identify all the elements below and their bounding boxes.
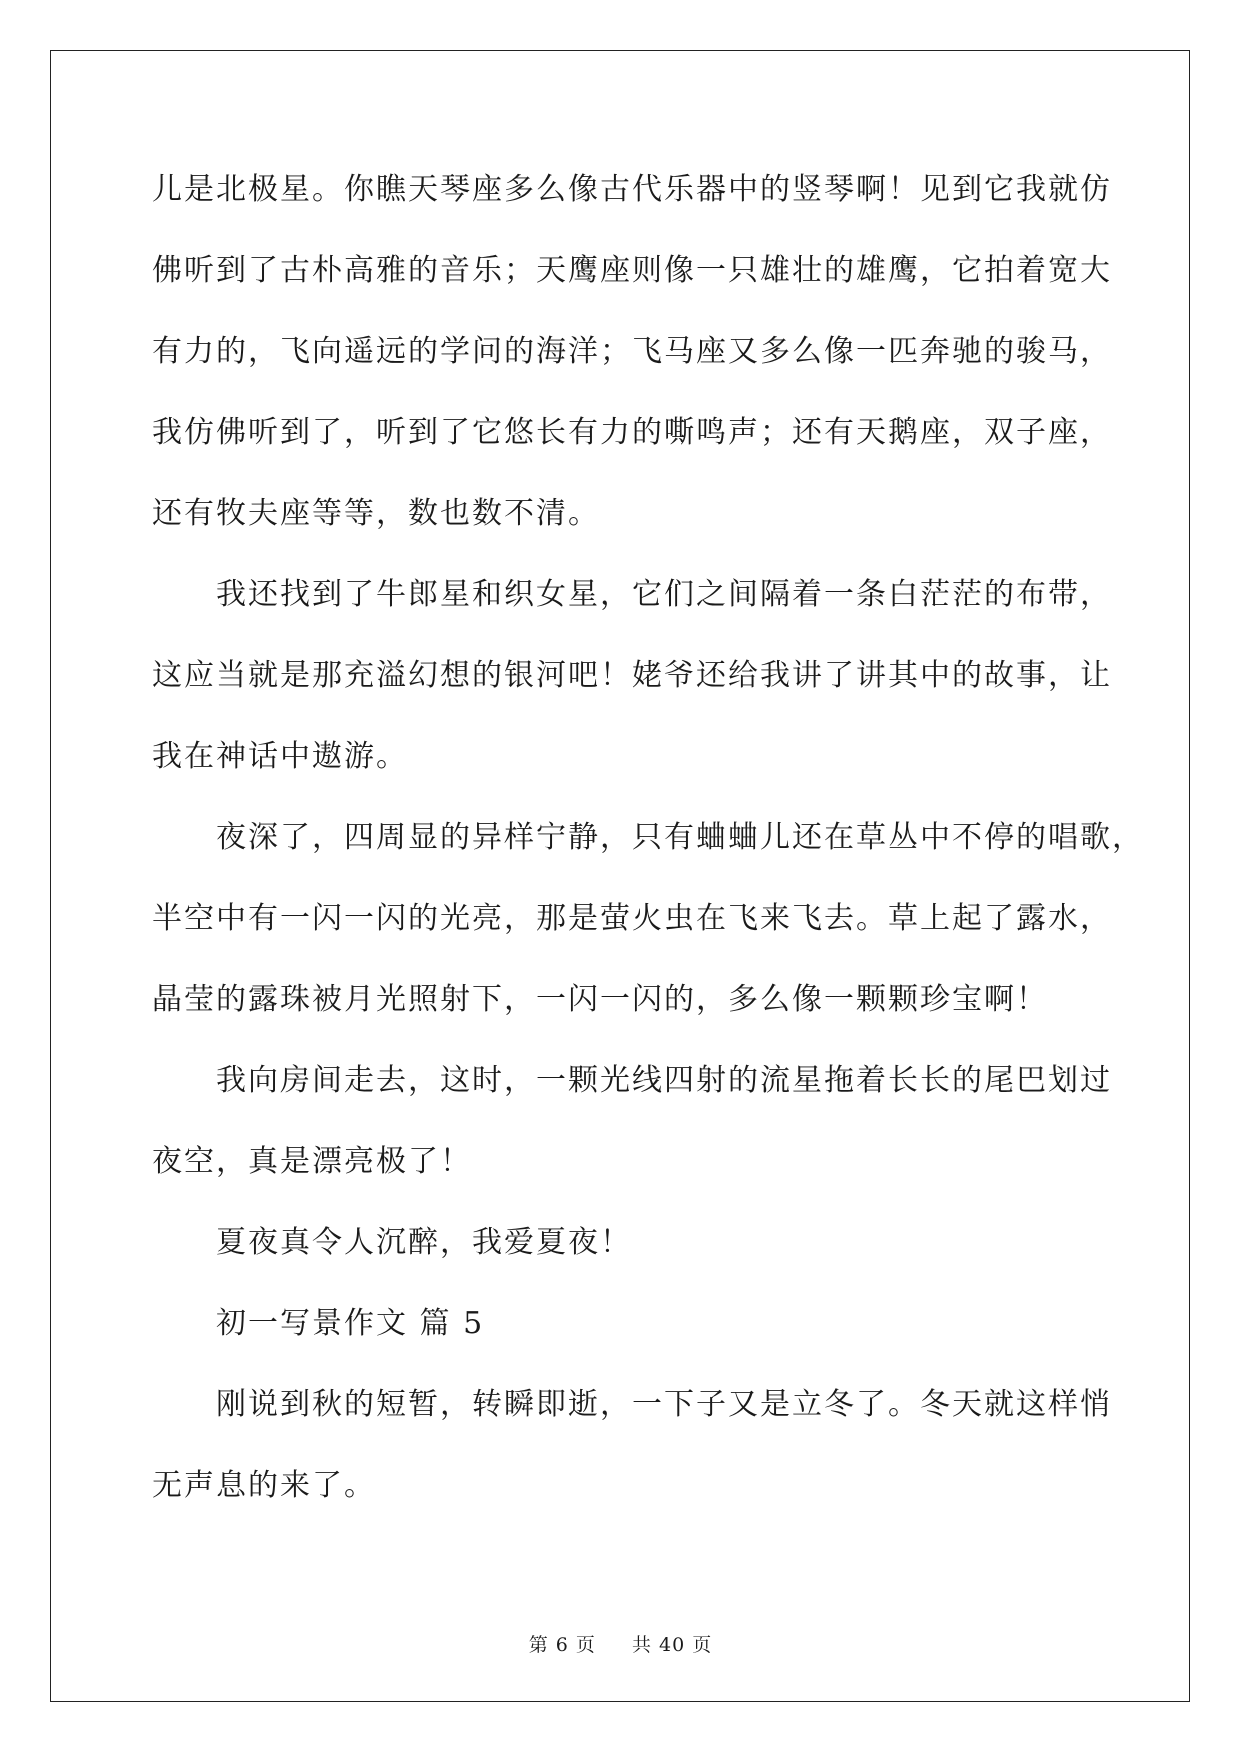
text-line: 夜空，真是漂亮极了！ xyxy=(152,1144,472,1179)
paragraph-start-line: 夏夜真令人沉醉，我爱夏夜！ xyxy=(216,1225,632,1260)
text-line: 我仿佛听到了，听到了它悠长有力的嘶鸣声；还有天鹅座，双子座， xyxy=(152,415,1112,450)
document-body xyxy=(152,160,1144,1537)
text-line: 佛听到了古朴高雅的音乐；天鹰座则像一只雄壮的雄鹰，它拍着宽大 xyxy=(152,253,1112,288)
paragraph-start-line: 刚说到秋的短暂，转瞬即逝，一下子又是立冬了。冬天就这样悄 xyxy=(216,1387,1112,1422)
paragraph-start-line: 夜深了，四周显的异样宁静，只有蛐蛐儿还在草丛中不停的唱歌， xyxy=(216,820,1144,855)
text-line: 无声息的来了。 xyxy=(152,1468,376,1503)
text-line: 这应当就是那充溢幻想的银河吧！姥爷还给我讲了讲其中的故事，让 xyxy=(152,658,1112,693)
page-total: 共 40 页 xyxy=(632,1634,713,1656)
page-number: 第 6 页 xyxy=(528,1634,596,1656)
text-line: 半空中有一闪一闪的光亮，那是萤火虫在飞来飞去。草上起了露水， xyxy=(152,901,1112,936)
section-heading: 初一写景作文 篇 5 xyxy=(216,1306,485,1341)
paragraph-start-line: 我向房间走去，这时，一颗光线四射的流星拖着长长的尾巴划过 xyxy=(216,1063,1112,1098)
text-line: 还有牧夫座等等，数也数不清。 xyxy=(152,496,600,531)
text-line: 有力的，飞向遥远的学问的海洋；飞马座又多么像一匹奔驰的骏马， xyxy=(152,334,1112,369)
paragraph-start-line: 我还找到了牛郎星和织女星，它们之间隔着一条白茫茫的布带， xyxy=(216,577,1112,612)
text-line: 晶莹的露珠被月光照射下，一闪一闪的，多么像一颗颗珍宝啊！ xyxy=(152,982,1048,1017)
text-line: 儿是北极星。你瞧天琴座多么像古代乐器中的竖琴啊！见到它我就仿 xyxy=(152,172,1112,207)
text-line: 我在神话中遨游。 xyxy=(152,739,408,774)
page-footer xyxy=(0,1630,1241,1657)
